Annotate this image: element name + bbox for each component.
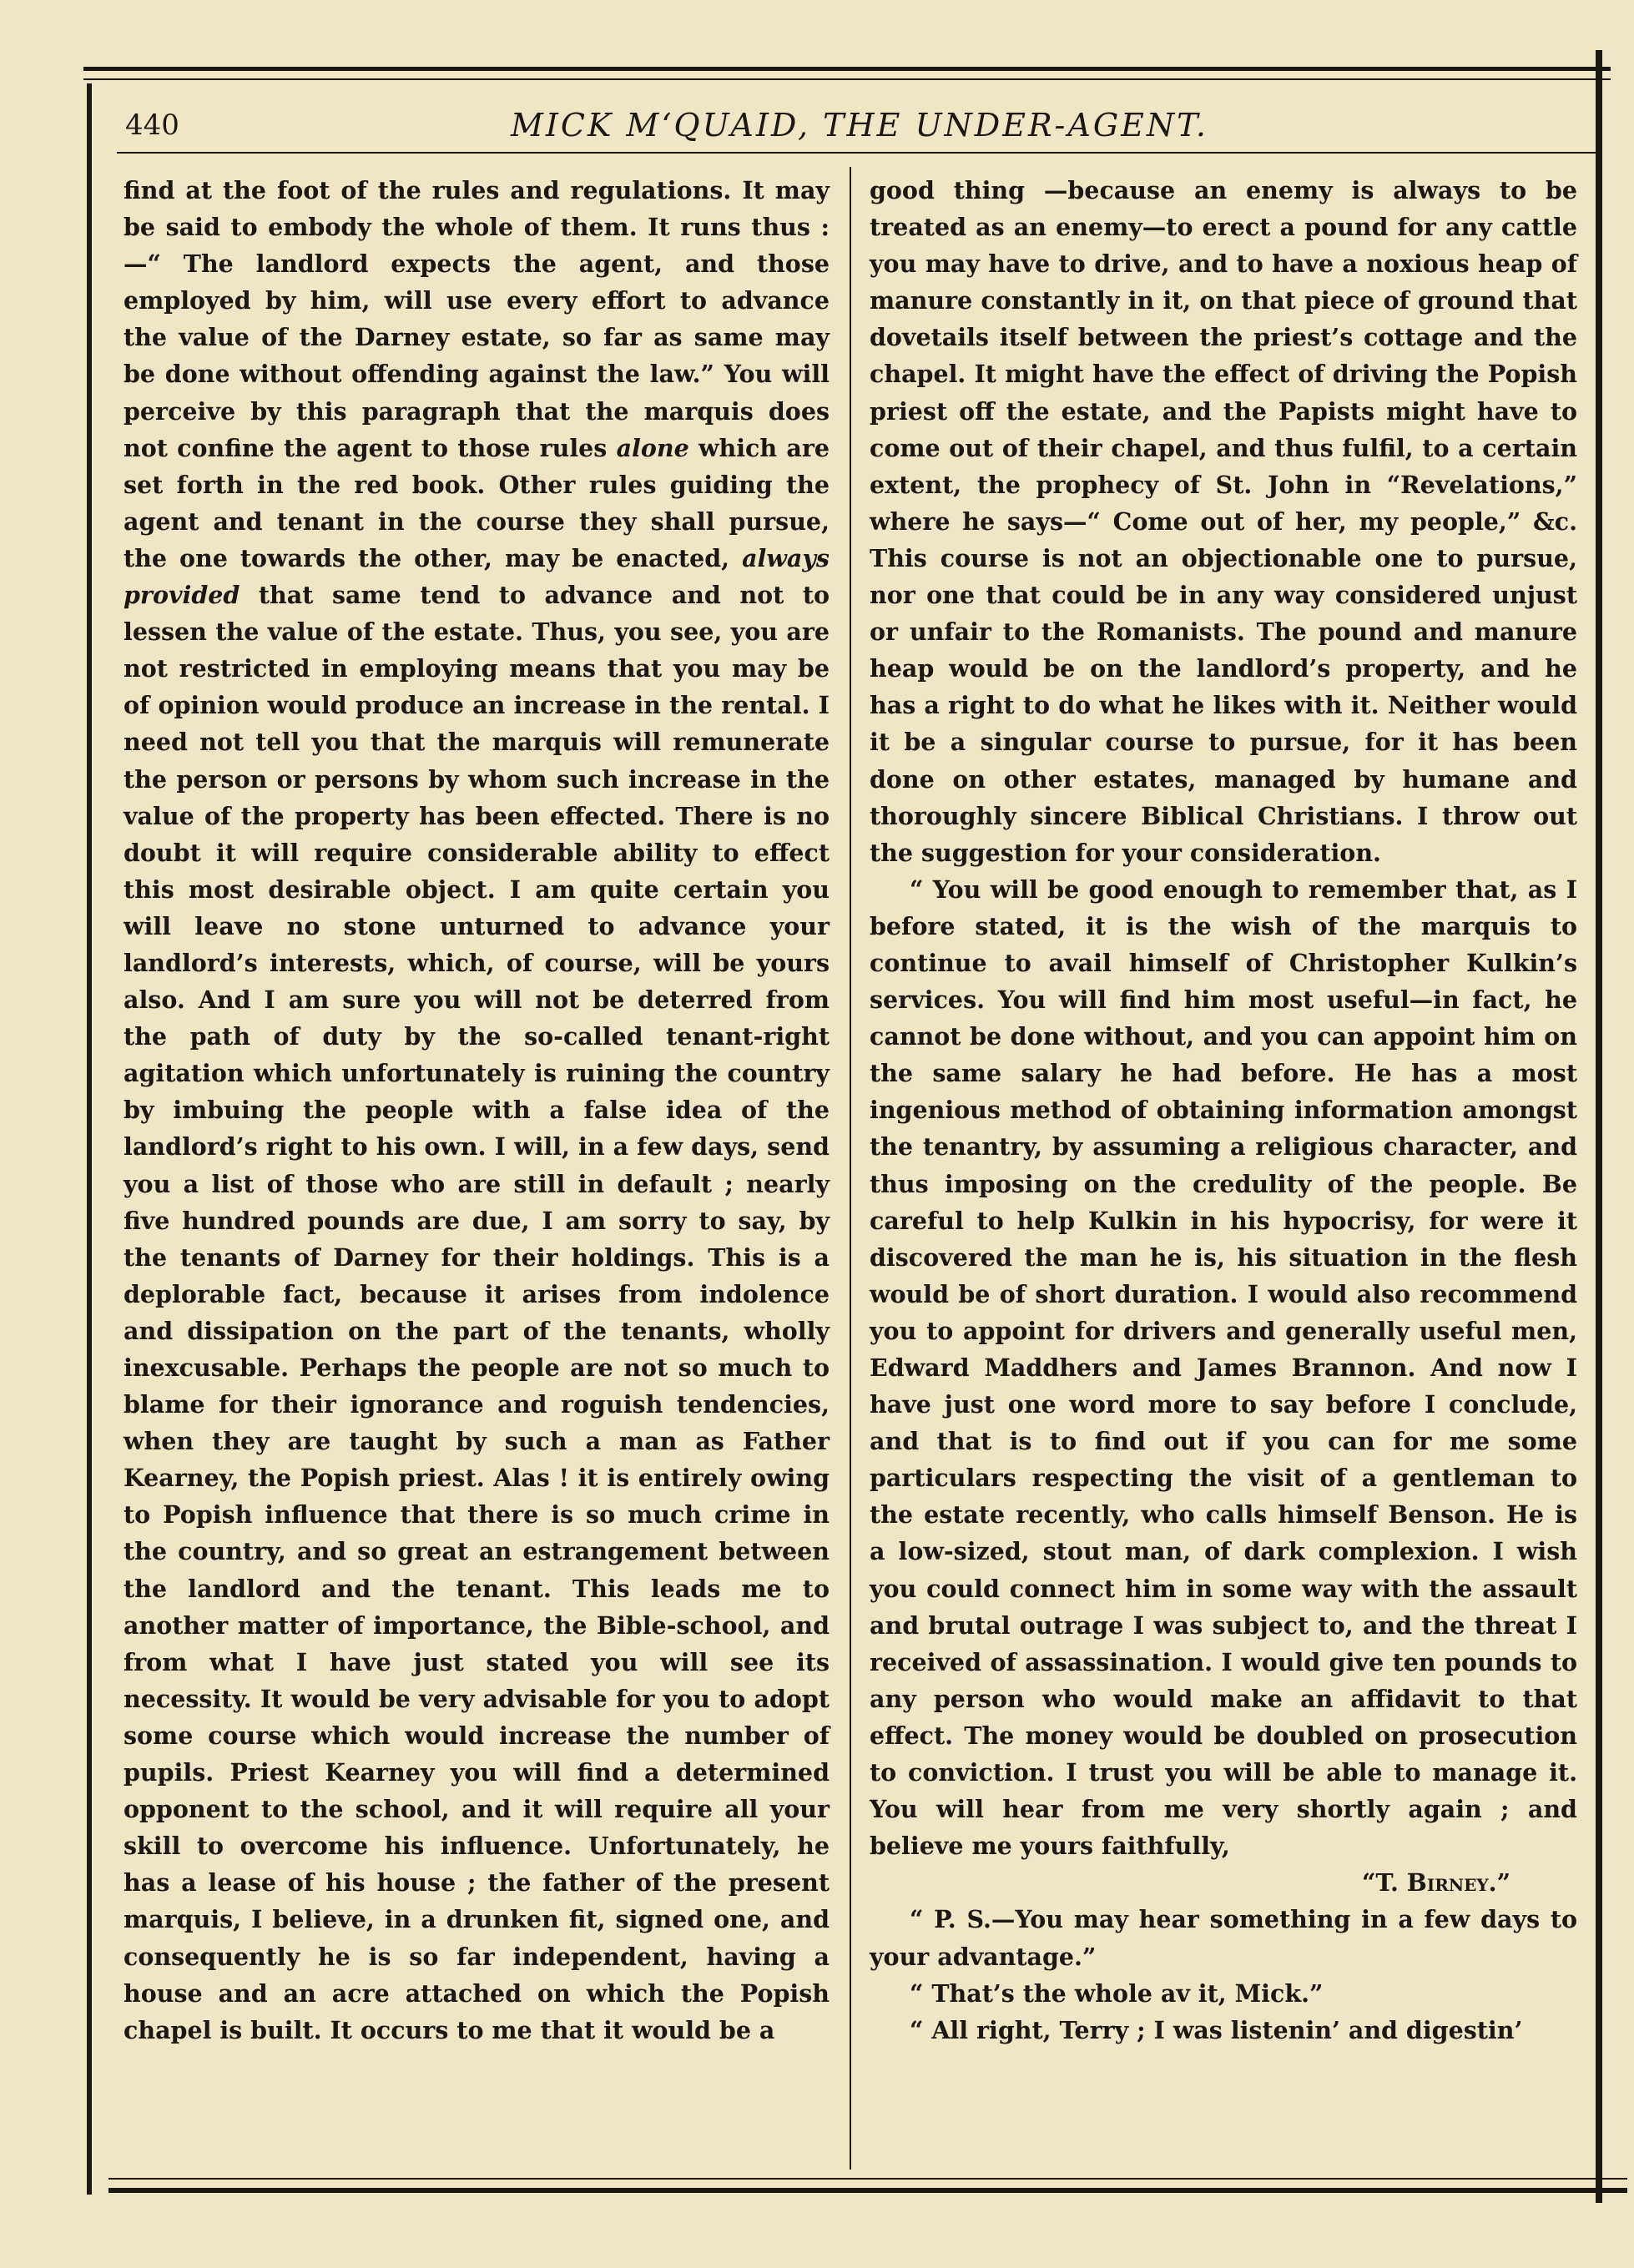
italic-phrase: always provided: [124, 543, 830, 610]
postscript: “ P. S.—You may hear something in a few days to your advantage.”: [870, 1905, 1577, 1971]
italic-word: alone: [616, 433, 689, 462]
letter-signature: “T. Birney.”: [1362, 1868, 1510, 1898]
text-run: which are set forth in the red book. Other rules guiding the agent and tenant in the course they shall pursue, the one towards the other, may be enacted,: [124, 433, 830, 572]
page-header: [125, 98, 1594, 149]
right-border-rule: [1596, 50, 1602, 2203]
page-number: 440: [125, 108, 179, 142]
dialogue-line-2: “ All right, Terry ; I was listenin’ and digestin’: [910, 2015, 1523, 2044]
left-border-rule: [87, 83, 92, 2195]
header-rule: [117, 152, 1602, 154]
running-title: MICK M‘QUAID, THE UNDER-AGENT.: [510, 107, 1209, 144]
bottom-border-rule: [108, 2178, 1627, 2193]
right-paragraph-2: “ You will be good enough to remember that, as I before stated, it is the wish of the marquis to continue to avail himself of Christopher Kulkin’s services. You will find him most useful—in fact, he cannot be done without, and you can appoint him on the same salary he had before. He has a most ingenious method of obtaining information amongst the tenantry, by assuming a religious character, and thus imposing on the credulity of the people. Be careful to help Kulkin in his hypocrisy, for were it discovered the man he is, his situation in the flesh would be of short duration. I would also recommend you to appoint for drivers and generally useful men, Edward Maddhers and James Brannon. And now I have just one word more to say before I conclude, and that is to find out if you can for me some particulars respecting the visit of a gentleman to the estate recently, who calls himself Benson. He is a low-sized, stout man, of dark complexion. I wish you could connect him in some way with the assault and brutal outrage I was subject to, and the threat I received of assassination. I would give ten pounds to any person who would make an affidavit to that effect. The money would be doubled on prosecution to conviction. I trust you will be able to manage it. You will hear from me very shortly again ; and believe me yours faithfully,: [870, 874, 1577, 1861]
text-run: find at the foot of the rules and regulations. It may be said to embody the whole of them. It runs thus :—“ The landlord expects the agent, and those employed by him, will use every effort to advance the value of the Darney estate, so far as same may be done without offending against the law.” You will perceive by this paragraph that the marquis does not confine the agent to those rules: [124, 176, 830, 462]
column-divider: [850, 167, 851, 2170]
left-paragraph: [124, 172, 830, 2049]
left-column: [124, 172, 830, 2049]
dialogue-line-1: “ That’s the whole av it, Mick.”: [910, 1978, 1324, 2008]
text-run: that same tend to advance and not to lessen the value of the estate. Thus, you see, you are not restricted in employing means that you may be of opinion would produce an increase in the rental. I need not tell you that the marquis will remunerate the person or persons by whom such increase in the value of the property has been effected. There is no doubt it will require considerable ability to effect this most desirable object. I am quite certain you will leave no stone unturned to advance your landlord’s interests, which, of course, will be yours also. And I am sure you will not be deterred from the path of duty by the so-called tenant-right agitation which unfortunately is ruining the country by imbuing the people with a false idea of the landlord’s right to his own. I will, in a few days, send you a list of those who are still in default ; nearly five hundred pounds are due, I am sorry to say, by the tenants of Darney for their holdings. This is a deplorable fact, because it arises from indolence and dissipation on the part of the tenants, wholly inexcusable. Perhaps the people are not so much to blame for their ignorance and roguish tendencies, when they are taught by such a man as Father Kearney, the Popish priest. Alas ! it is entirely owing to Popish influence that there is so much crime in the country, and so great an estrangement between the landlord and the tenant. This leads me to another matter of importance, the Bible-school, and from what I have just stated you will see its necessity. It would be very advisable for you to adopt some course which would increase the number of pupils. Priest Kearney you will find a determined opponent to the school, and it will require all your skill to overcome his influence. Unfortunately, he has a lease of his house ; the father of the present marquis, I believe, in a drunken fit, signed one, and consequently he is so far independent, having a house and an acre attached on which the Popish chapel is built. It occurs to me that it would be a: [124, 581, 830, 2044]
right-paragraph-1: good thing —because an enemy is always to be treated as an enemy—to erect a pound for any cattle you may have to drive, and to have a noxious heap of manure constantly in it, on that piece of ground that dovetails itself between the priest’s cottage and the chapel. It might have the effect of driving the Popish priest off the estate, and the Papists might have to come out of their chapel, and thus fulfil, to a certain extent, the prophecy of St. John in “Revelations,” where he says—“ Come out of her, my people,” &c. This course is not an objectionable one to pursue, nor one that could be in any way considered unjust or unfair to the Romanists. The pound and manure heap would be on the landlord’s property, and he has a right to do what he likes with it. Neither would it be a singular course to pursue, for it has been done on other estates, managed by humane and thoroughly sincere Biblical Christians. I throw out the suggestion for your consideration.: [870, 176, 1577, 867]
top-border-rule: [83, 67, 1611, 80]
right-column: [870, 172, 1577, 2049]
